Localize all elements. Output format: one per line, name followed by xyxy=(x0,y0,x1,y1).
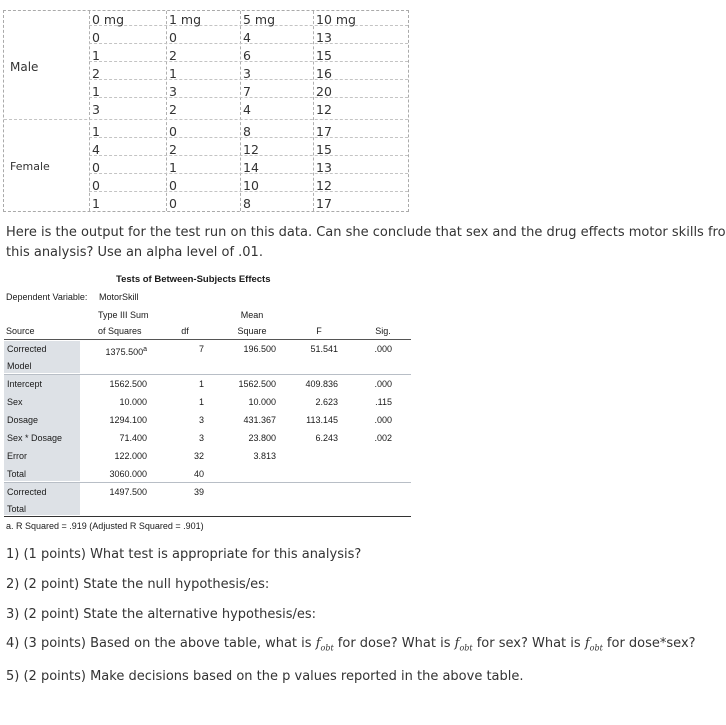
grid-cell: 14 xyxy=(243,160,259,175)
question-3: 3) (2 point) State the alternative hypothesis/es: xyxy=(6,607,317,622)
row-ms: 431.367 xyxy=(243,415,276,425)
row-source: Sex xyxy=(7,397,23,407)
row-df: 3 xyxy=(198,415,204,425)
row-sig: .000 xyxy=(374,415,392,425)
row-sig: .000 xyxy=(374,379,392,389)
row-source: Error xyxy=(7,451,27,461)
header-ms-bottom: Square xyxy=(237,326,267,336)
f-letter: f xyxy=(315,636,321,651)
grid-cell: 0 xyxy=(92,178,100,193)
grid-cell: 6 xyxy=(243,48,251,63)
row-f: 2.623 xyxy=(315,397,338,407)
grid-cell: 7 xyxy=(243,84,251,99)
row-sig: .115 xyxy=(375,397,392,407)
grid-cell: 16 xyxy=(316,66,332,81)
f-obtained-symbol xyxy=(585,636,603,651)
prompt-line-2: this analysis? Use an alpha level of .01. xyxy=(6,245,263,260)
row-df: 32 xyxy=(193,451,204,461)
grid-cell: 12 xyxy=(243,142,259,157)
grid-cell: 0 xyxy=(169,30,177,45)
grid-cell: 3 xyxy=(243,66,251,81)
question-4-part-a: 4) (3 points) Based on the above table, what is xyxy=(6,636,316,651)
grid-divider xyxy=(240,11,241,211)
group-label-male: Male xyxy=(10,60,39,74)
grid-cell: 10 xyxy=(243,178,259,193)
header-ss-top: Type III Sum xyxy=(98,310,149,320)
f-obtained-symbol xyxy=(316,636,334,651)
row-source: Corrected xyxy=(7,344,47,354)
grid-cell: 4 xyxy=(243,102,251,117)
row-df: 39 xyxy=(193,487,204,497)
prompt-line-1: Here is the output for the test run on this data. Can she conclude that sex and the drug effects motor skills fro xyxy=(6,225,726,240)
question-5: 5) (2 points) Make decisions based on the p values reported in the above table. xyxy=(6,669,524,684)
data-grid xyxy=(3,10,409,212)
grid-column-header: 1 mg xyxy=(169,12,202,27)
f-obtained-symbol xyxy=(455,636,473,651)
row-ss: 71.400 xyxy=(119,433,147,443)
grid-cell: 0 xyxy=(169,196,177,211)
grid-divider xyxy=(89,11,90,211)
row-f: 409.836 xyxy=(305,379,338,389)
grid-cell: 1 xyxy=(169,66,177,81)
row-ms: 196.500 xyxy=(243,344,276,354)
question-4-part-d: for dose*sex? xyxy=(602,636,696,651)
group-label-female: Female xyxy=(10,160,50,173)
row-df: 40 xyxy=(193,469,204,479)
row-ms: 3.813 xyxy=(253,451,276,461)
grid-cell: 20 xyxy=(316,84,332,99)
row-ms: 10.000 xyxy=(248,397,276,407)
row-ss: 122.000 xyxy=(114,451,147,461)
grid-cell: 2 xyxy=(92,66,100,81)
row-f: 51.541 xyxy=(310,344,338,354)
dependent-variable-label: Dependent Variable: xyxy=(6,292,88,302)
row-ss-value: 1375.500 xyxy=(105,347,144,357)
grid-cell: 2 xyxy=(169,142,177,157)
row-source-cont: Model xyxy=(7,361,32,371)
grid-column-header: 0 mg xyxy=(92,12,125,27)
row-f: 113.145 xyxy=(306,415,338,425)
grid-cell: 17 xyxy=(316,124,332,139)
grid-cell: 13 xyxy=(316,160,332,175)
grid-cell: 1 xyxy=(92,84,100,99)
question-4-part-c: for sex? What is xyxy=(472,636,585,651)
grid-cell: 0 xyxy=(92,160,100,175)
grid-cell: 0 xyxy=(169,124,177,139)
grid-column-header: 5 mg xyxy=(243,12,276,27)
grid-cell: 4 xyxy=(92,142,100,157)
row-header-shade xyxy=(4,375,80,481)
grid-group-rule xyxy=(4,119,408,120)
question-2: 2) (2 point) State the null hypothesis/es: xyxy=(6,577,270,592)
header-f: F xyxy=(316,326,322,336)
row-df: 1 xyxy=(198,397,204,407)
grid-cell: 3 xyxy=(169,84,177,99)
header-ms-top: Mean xyxy=(240,310,264,320)
row-source: Sex * Dosage xyxy=(7,433,63,443)
grid-column-header: 10 mg xyxy=(316,12,356,27)
row-sig: .000 xyxy=(374,344,392,354)
row-source-cont: Total xyxy=(7,504,27,514)
row-rule xyxy=(4,482,411,483)
grid-cell: 4 xyxy=(243,30,251,45)
row-ss: 10.000 xyxy=(119,397,147,407)
grid-cell: 0 xyxy=(169,178,177,193)
row-f: 6.243 xyxy=(315,433,338,443)
row-ss: 3060.000 xyxy=(109,469,147,479)
header-rule xyxy=(4,339,411,340)
grid-cell: 15 xyxy=(316,48,332,63)
row-df: 1 xyxy=(198,379,204,389)
footnote-marker: a xyxy=(143,346,147,353)
question-1: 1) (1 points) What test is appropriate for this analysis? xyxy=(6,547,362,562)
f-subscript: obt xyxy=(320,643,334,653)
grid-divider xyxy=(166,11,167,211)
table-bottom-rule xyxy=(4,516,411,517)
row-ss: 1294.100 xyxy=(109,415,147,425)
row-sig: .002 xyxy=(374,433,392,443)
row-ms: 1562.500 xyxy=(238,379,276,389)
row-ss: 1562.500 xyxy=(109,379,147,389)
question-4-part-b: for dose? What is xyxy=(333,636,455,651)
header-df: df xyxy=(181,326,189,336)
header-source: Source xyxy=(6,326,35,336)
anova-title: Tests of Between-Subjects Effects xyxy=(116,274,271,285)
header-ss-bottom: of Squares xyxy=(98,326,142,336)
grid-cell: 2 xyxy=(169,48,177,63)
grid-cell: 1 xyxy=(92,48,100,63)
f-subscript: obt xyxy=(589,643,603,653)
grid-cell: 12 xyxy=(316,178,332,193)
grid-cell: 8 xyxy=(243,196,251,211)
grid-cell: 3 xyxy=(92,102,100,117)
dependent-variable-value: MotorSkill xyxy=(99,292,139,302)
grid-cell: 1 xyxy=(169,160,177,175)
row-ms: 23.800 xyxy=(248,433,276,443)
row-source: Dosage xyxy=(7,415,39,425)
grid-cell: 13 xyxy=(316,30,332,45)
grid-cell: 2 xyxy=(169,102,177,117)
f-subscript: obt xyxy=(459,643,473,653)
f-letter: f xyxy=(454,636,460,651)
grid-cell: 15 xyxy=(316,142,332,157)
row-source: Corrected xyxy=(7,487,47,497)
grid-cell: 1 xyxy=(92,124,100,139)
row-df: 7 xyxy=(198,344,204,354)
grid-cell: 0 xyxy=(92,30,100,45)
grid-cell: 17 xyxy=(316,196,332,211)
grid-cell: 12 xyxy=(316,102,332,117)
grid-cell: 1 xyxy=(92,196,100,211)
row-ss: 1497.500 xyxy=(109,487,147,497)
grid-divider xyxy=(313,11,314,211)
grid-cell: 8 xyxy=(243,124,251,139)
row-source: Total xyxy=(7,469,27,479)
row-ss xyxy=(92,346,147,357)
f-letter: f xyxy=(584,636,590,651)
header-sig: Sig. xyxy=(375,326,391,336)
row-source: Intercept xyxy=(7,379,43,389)
row-rule xyxy=(4,374,411,375)
table-footnote: a. R Squared = .919 (Adjusted R Squared = .901) xyxy=(6,521,204,531)
question-4 xyxy=(6,636,696,653)
row-df: 3 xyxy=(198,433,204,443)
